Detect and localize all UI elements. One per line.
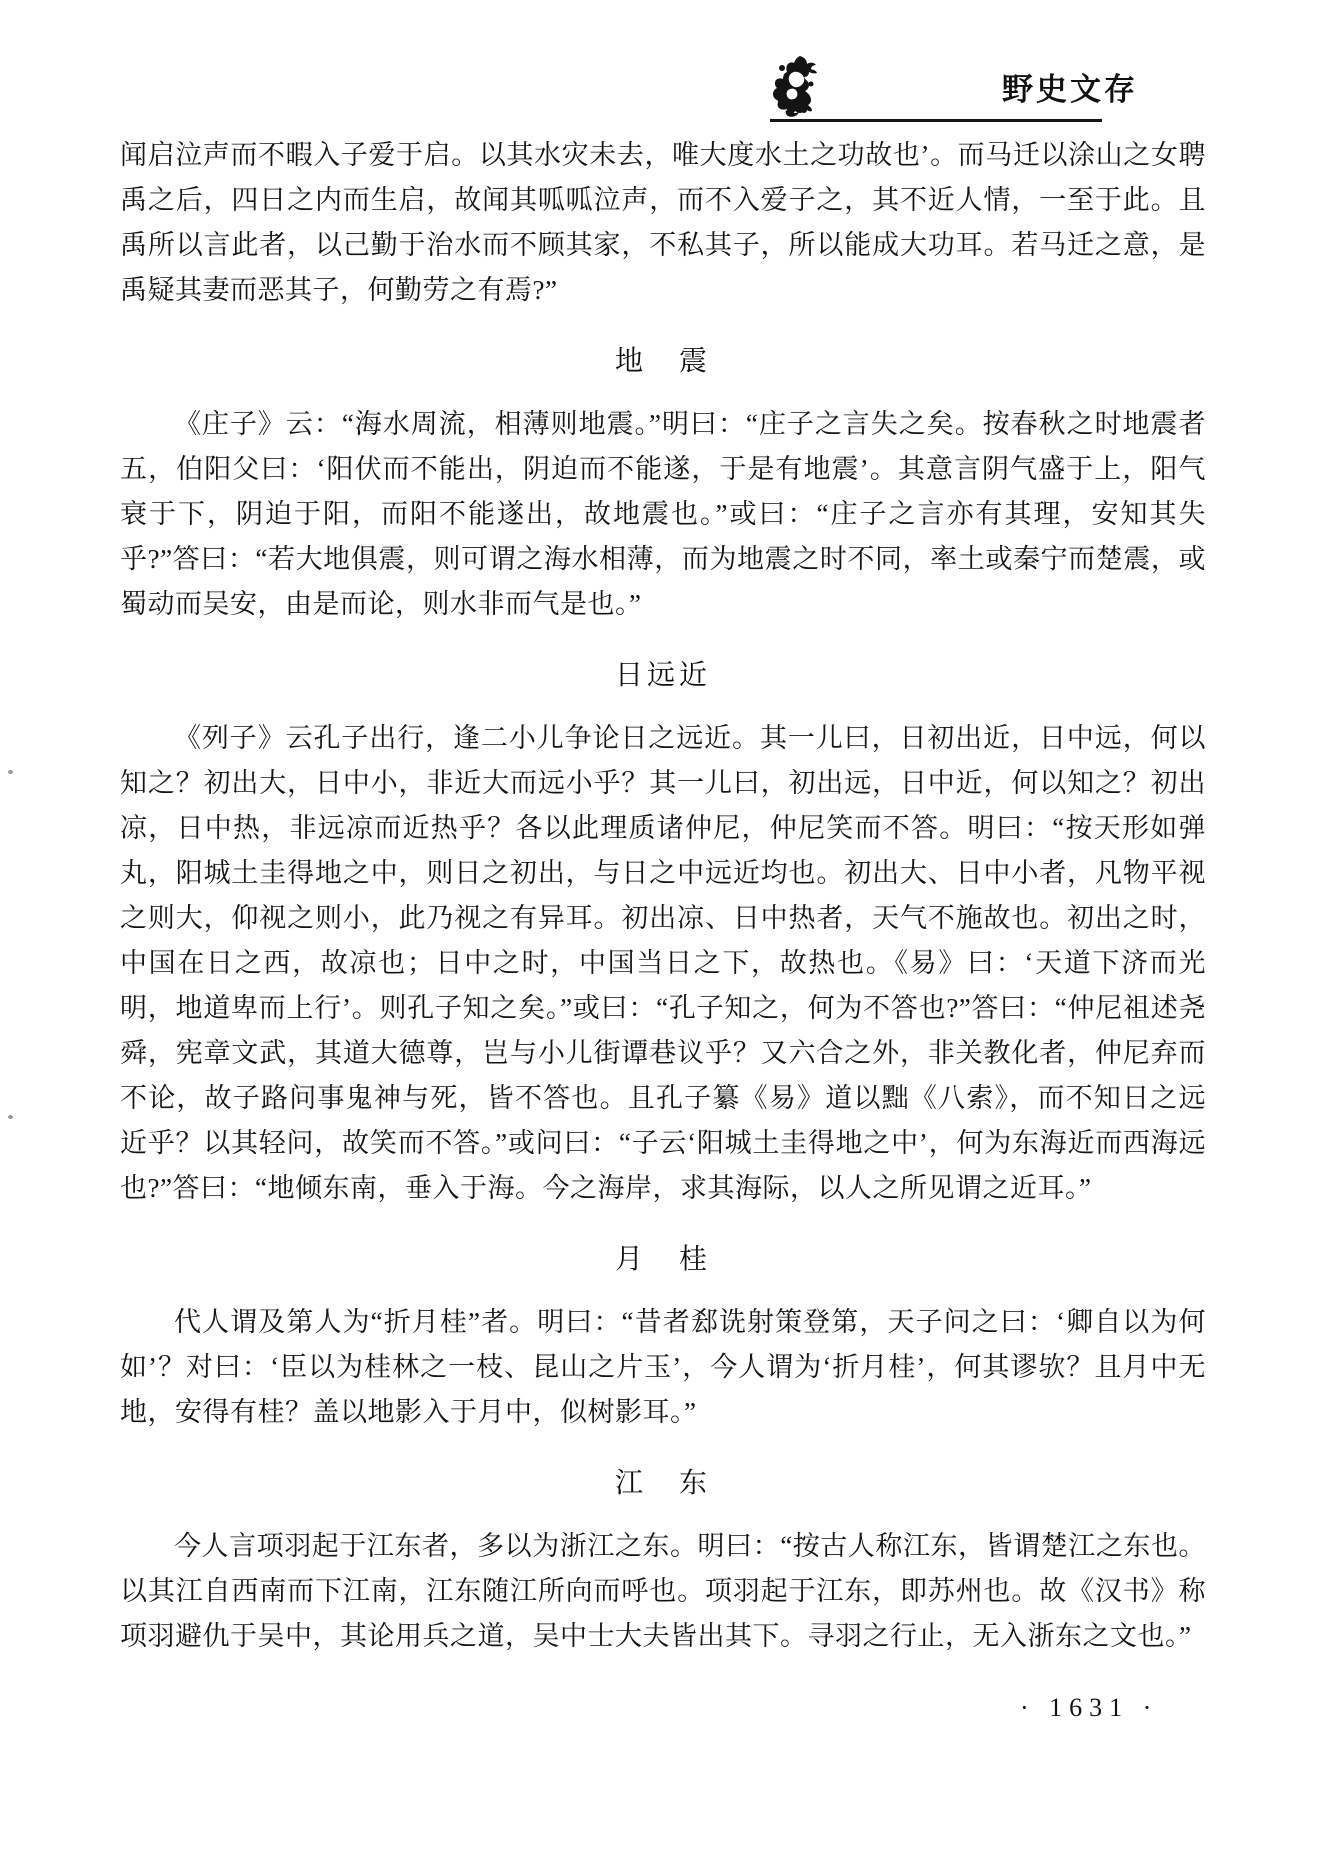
dragon-seal-icon bbox=[770, 54, 820, 120]
paragraph-riyuanjin: 《列子》云孔子出行，逢二小儿争论日之远近。其一儿曰，日初出近，日中远，何以知之？初出大，日中小，非近大而远小乎？其一儿曰，初出远，日中近，何以知之？初出凉，日中热，非远凉而近热乎？各以此理质诸仲尼，仲尼笑而不答。明曰：“按天形如弹丸，阳城土圭得地之中，则日之初出，与日之中远近均也。初出大、日中小者，凡物平视之则大，仰视之则小，此乃视之有异耳。初出凉、日中热者，天气不施故也。初出之时，中国在日之西，故凉也；日中之时，中国当日之下，故热也。《易》曰：‘天道下济而光明，地道卑而上行’。则孔子知之矣。”或曰：“孔子知之，何为不答也?”答曰：“仲尼祖述尧舜，宪章文武，其道大德尊，岂与小儿街谭巷议乎？又六合之外，非关教化者，仲尼弃而不论，故子路问事鬼神与死，皆不答也。且孔子纂《易》道以黜《八索》，而不知日之远近乎？以其轻问，故笑而不答。”或问曰：“子云‘阳城土圭得地之中’，何为东海近而西海远也?”答曰：“地倾东南，垂入于海。今之海岸，求其海际，以人之所见谓之近耳。” bbox=[120, 723, 1206, 1203]
paragraph-jiangdong: 今人言项羽起于江东者，多以为浙江之东。明曰：“按古人称江东，皆谓楚江之东也。以其江自西南而下江南，江东随江所向而呼也。项羽起于江东，即苏州也。故《汉书》称项羽避仇于吴中，其论用兵之道，吴中士大夫皆出其下。寻羽之行止，无入浙东之文也。” bbox=[120, 1531, 1206, 1651]
section-heading-jiangdong: 江 东 bbox=[614, 1468, 711, 1499]
page-body-text bbox=[120, 133, 1206, 1659]
scan-artifact-dot bbox=[8, 770, 13, 774]
page-number: · 1631 · bbox=[1020, 1693, 1159, 1722]
scan-artifact-dot bbox=[8, 1115, 13, 1119]
section-heading-yuegui: 月 桂 bbox=[614, 1244, 711, 1275]
header-divider-rule bbox=[770, 119, 1102, 122]
paragraph-yuegui: 代人谓及第人为“折月桂”者。明曰：“昔者郄诜射策登第，天子问之曰：‘卿自以为何如’？对曰：‘臣以为桂林之一枝、昆山之片玉’，今人谓为‘折月桂’，何其谬欤？且月中无地，安得有桂？盖以地影入于月中，似树影耳。” bbox=[120, 1307, 1206, 1427]
book-running-title: 野史文存 bbox=[1002, 72, 1138, 108]
paragraph-continuation: 闻启泣声而不暇入子爱于启。以其水灾未去，唯大度水土之功故也’。而马迁以涂山之女聘禹之后，四日之内而生启，故闻其呱呱泣声，而不入爱子之，其不近人情，一至于此。且禹所以言此者，以己勤于治水而不顾其家，不私其子，所以能成大功耳。若马迁之意，是禹疑其妻而恶其子，何勤劳之有焉?” bbox=[120, 140, 1206, 305]
section-heading-dizhen: 地 震 bbox=[614, 346, 711, 377]
paragraph-dizhen: 《庄子》云：“海水周流，相薄则地震。”明曰：“庄子之言失之矣。按春秋之时地震者五，伯阳父曰：‘阳伏而不能出，阴迫而不能遂，于是有地震’。其意言阴气盛于上，阳气衰于下，阴迫于阳，而阳不能遂出，故地震也。”或曰：“庄子之言亦有其理，安知其失乎?”答曰：“若大地俱震，则可谓之海水相薄，而为地震之时不同，率土或秦宁而楚震，或蜀动而吴安，由是而论，则水非而气是也。” bbox=[120, 409, 1206, 619]
section-heading-riyuanjin: 日远近 bbox=[614, 660, 711, 691]
